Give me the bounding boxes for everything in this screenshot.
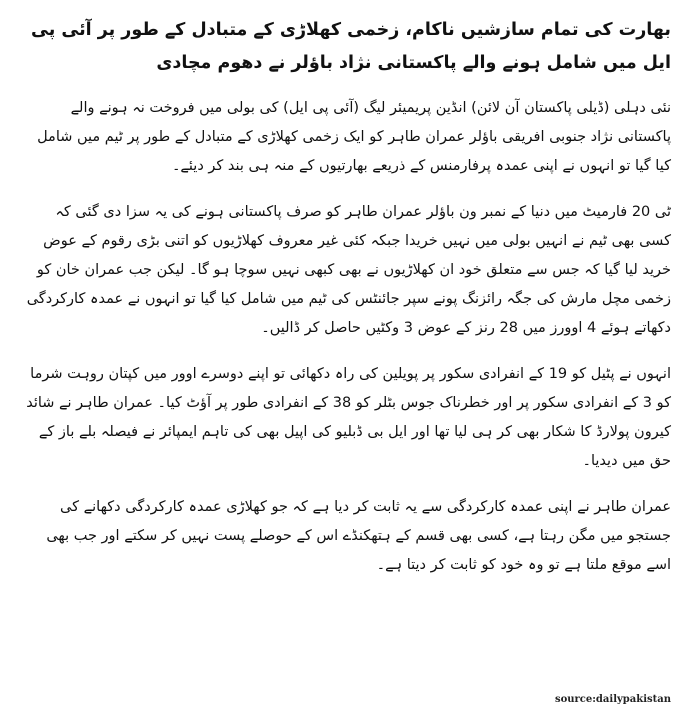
article-paragraph-2: ٹی 20 فارمیٹ میں دنیا کے نمبر ون باؤلر عمران طاہر کو صرف پاکستانی ہونے کی یہ سزا دی گئی کہ کسی بھی ٹیم نے انہیں بولی میں نہیں خریدا جبکہ کئی غیر معروف کھلاڑیوں کو اتنی بڑی رقوم کے عوض خرید لیا گیا کہ جس سے متعلق خود ان کھلاڑیوں نے بھی کبھی نہیں سوچا ہو گا۔ لیکن جب عمران خان کو زخمی مچل مارش کی جگہ رائزنگ پونے سپر جائنٹس کی ٹیم میں شامل کیا گیا تو انہوں نے عمدہ کارکردگی دکھاتے ہوئے 4 اوورز میں 28 رنز کے عوض 3 وکٹیں حاصل کر ڈالیں۔ xyxy=(26,204,671,336)
article-headline: بھارت کی تمام سازشیں ناکام، زخمی کھلاڑی کے متبادل کے طور پر آئی پی ایل میں شامل ہونے والے پاکستانی نژاد باؤلر نے دھوم مچادی xyxy=(31,20,671,73)
source-credit: source:dailypakistan xyxy=(554,694,671,705)
article-paragraph-3: انہوں نے پٹیل کو 19 کے انفرادی سکور پر پویلین کی راہ دکھائی تو اپنے دوسرے اوور میں کپتان روہت شرما کو 3 کے انفرادی سکور پر اور خطرناک جوس بٹلر کو 38 کے انفرادی طور پر آؤٹ کیا۔ عمران طاہر نے شائد کیرون پولارڈ کا شکار بھی کر ہی لیا تھا اور ایل بی ڈبلیو کی اپیل بھی کی تاہم ایمپائر نے فیصلہ بلے باز کے حق میں دیدیا۔ xyxy=(26,366,671,469)
article-paragraph-1: نئی دہلی (ڈیلی پاکستان آن لائن) انڈین پریمیئر لیگ (آئی پی ایل) کی بولی میں فروخت نہ ہونے والے پاکستانی نژاد جنوبی افریقی باؤلر عمران طاہر کو ایک زخمی کھلاڑی کے متبادل کے طور پر ٹیم میں شامل کیا گیا تو انہوں نے اپنی عمدہ پرفارمنس کے ذریعے بھارتیوں کے منہ ہی بند کر دیئے۔ xyxy=(37,100,671,174)
article-paragraph-4: عمران طاہر نے اپنی عمدہ کارکردگی سے یہ ثابت کر دیا ہے کہ جو کھلاڑی عمدہ کارکردگی دکھانے کی جستجو میں مگن رہتا ہے، کسی بھی قسم کے ہتھکنڈے اس کے حوصلے پست نہیں کر سکتے اور جب بھی اسے موقع ملتا ہے تو وہ خود کو ثابت کر دیتا ہے۔ xyxy=(46,499,671,573)
